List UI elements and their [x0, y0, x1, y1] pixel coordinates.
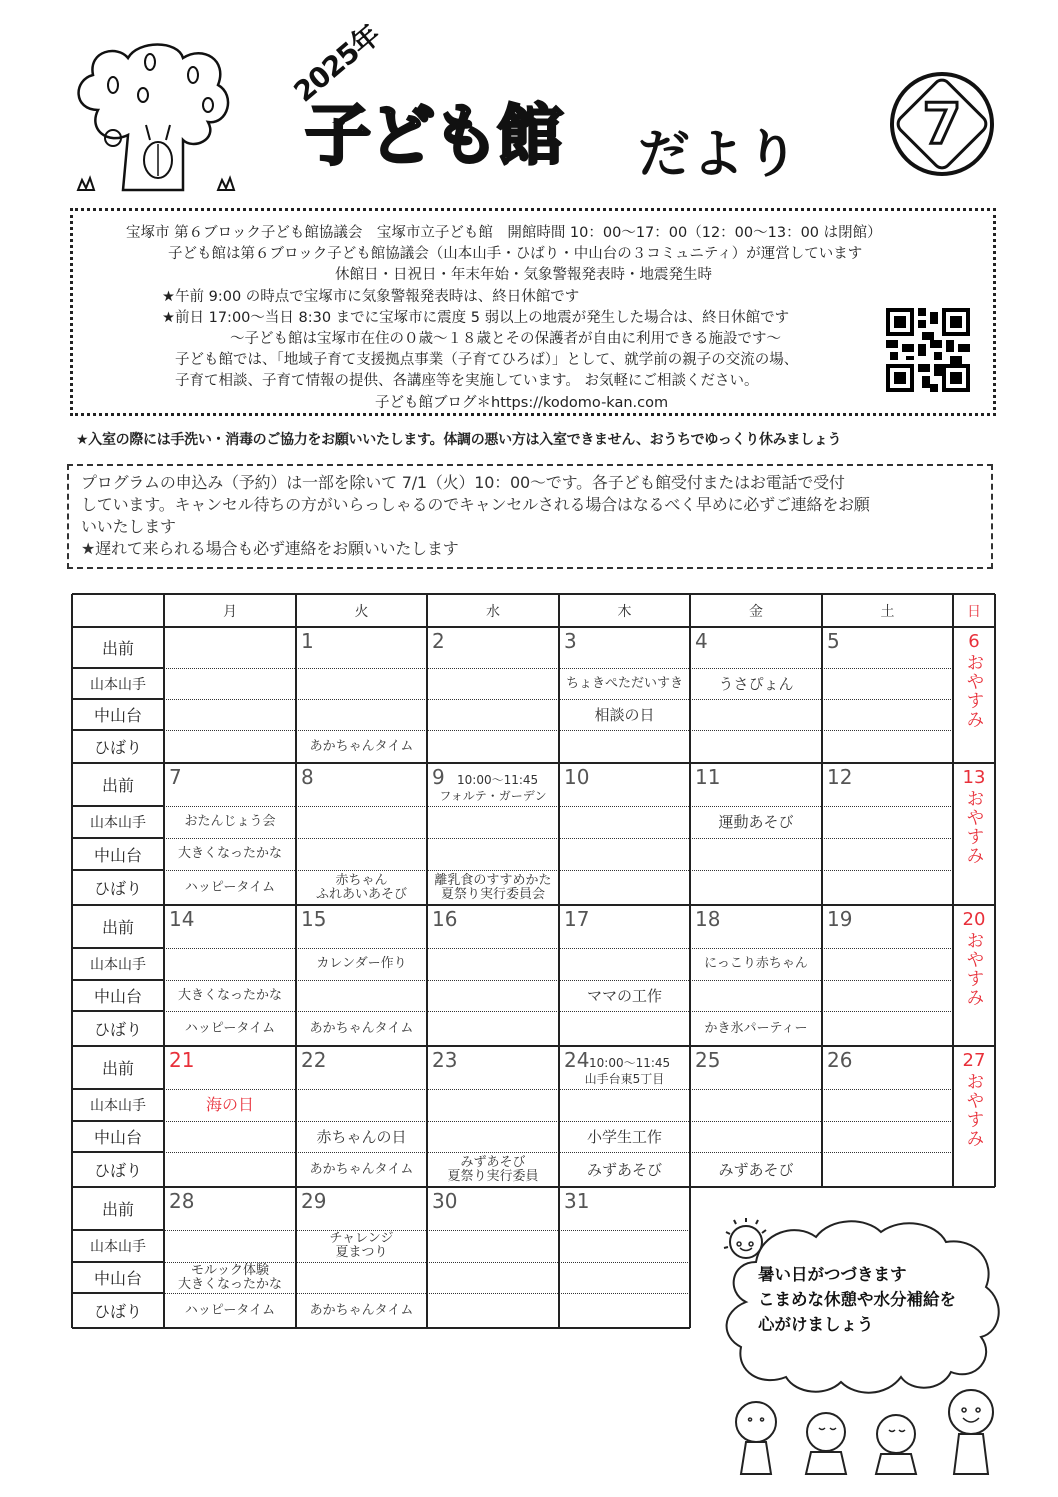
bubble-line: 暑い日がつづきます	[758, 1265, 907, 1284]
newsletter-header	[60, 18, 1010, 210]
row-label: 山本山手	[90, 815, 146, 831]
holiday-label: おやすみ	[963, 931, 985, 1007]
grid-line	[821, 1046, 823, 1187]
bubble-line: こまめな休憩や水分補給を	[758, 1290, 956, 1309]
grid-line	[558, 1046, 560, 1187]
holiday-label: おやすみ	[963, 789, 985, 865]
day-cell[interactable]	[690, 627, 822, 668]
issue-badge	[890, 72, 994, 176]
grid-line	[72, 667, 164, 669]
event-label: みずあそび 夏祭り実行委員	[447, 1154, 539, 1184]
day-cell[interactable]	[822, 1046, 953, 1089]
grid-line	[295, 905, 297, 1046]
grid-line	[426, 1046, 428, 1187]
holiday-label: おやすみ	[963, 653, 985, 729]
event-label: にっこり赤ちゃん	[704, 956, 808, 971]
row-label: 山本山手	[90, 676, 146, 693]
row-label: 出前	[101, 1059, 134, 1078]
grid-line	[821, 763, 823, 905]
event-label: おたんじょう会	[184, 814, 276, 829]
grid-line	[295, 594, 297, 627]
grid-line	[71, 627, 73, 763]
bubble-line: 心がけましょう	[758, 1315, 874, 1334]
day-number: 1	[301, 629, 314, 653]
grid-line	[72, 1010, 164, 1012]
day-cell[interactable]	[822, 905, 953, 948]
grid-line	[426, 594, 428, 627]
day-cell[interactable]	[164, 1187, 296, 1230]
row-label: ひばり	[93, 738, 142, 757]
grid-line	[689, 627, 691, 763]
grid-line	[994, 594, 996, 627]
row-label: 出前	[101, 639, 134, 658]
event-label: ハッピータイム	[184, 879, 276, 895]
day-cell[interactable]	[296, 1046, 427, 1089]
row-label: 中山台	[93, 1128, 142, 1147]
year-label: 2025年	[287, 18, 387, 109]
event-label: ハッピータイム	[184, 1302, 276, 1318]
issue-number: 7	[922, 91, 962, 157]
info-line: 宝塚市 第６ブロック子ども館協議会 宝塚市立子ども館 開館時間 10：00～17：00（12：00～13：00 は閉館）	[126, 225, 882, 241]
day-number: 24	[564, 1048, 590, 1072]
day-cell[interactable]	[296, 905, 427, 948]
grid-line	[72, 1151, 164, 1153]
event-label: あかちゃんタイム	[309, 1302, 414, 1318]
info-line: ★前日 17:00～当日 8:30 までに宝塚市に震度 5 弱以上の地震が発生した場合は、終日休館です	[162, 310, 790, 326]
day-cell[interactable]	[690, 763, 822, 806]
row-label: 山本山手	[90, 1239, 146, 1255]
grid-line	[426, 627, 428, 763]
event-label: かき氷パーティー	[704, 1020, 808, 1036]
day-number: 14	[169, 907, 195, 931]
grid-line	[71, 1046, 73, 1187]
grid-line	[163, 627, 165, 763]
row-label: 中山台	[93, 706, 142, 725]
day-number: 26	[827, 1048, 853, 1072]
day-number: 9	[432, 765, 445, 789]
day-number: 19	[827, 907, 853, 931]
row-label: 出前	[101, 918, 134, 937]
grid-line	[558, 763, 560, 905]
weekday-header: 水	[486, 603, 500, 620]
day-number: 6	[968, 631, 980, 652]
day-number: 17	[564, 907, 590, 931]
info-line: 子育て相談、子育て情報の提供、各講座等を実施しています。 お気軽にご相談ください。	[175, 373, 759, 389]
day-cell[interactable]	[822, 627, 953, 668]
grid-line	[295, 1187, 297, 1328]
grid-line	[689, 1187, 691, 1328]
grid-line	[72, 1120, 164, 1122]
day-cell[interactable]	[690, 905, 822, 948]
grid-line	[689, 1046, 691, 1187]
row-label: 出前	[101, 776, 134, 795]
day-number: 11	[695, 765, 721, 789]
grid-line	[163, 905, 165, 1046]
grid-line	[426, 763, 428, 905]
grid-line	[558, 905, 560, 1046]
sunday-holiday-cell	[953, 1046, 995, 1187]
weekday-header: 月	[223, 603, 237, 620]
day-cell[interactable]	[296, 1187, 427, 1230]
children-icon	[736, 1390, 993, 1474]
grid-line	[821, 627, 823, 763]
grid-line	[994, 627, 996, 763]
info-line: 休館日・日祝日・年末年始・気象警報発表時・地震発生時	[335, 267, 712, 283]
speech-bubble-illustration	[716, 1212, 1006, 1482]
grid-line	[163, 594, 165, 627]
event-label: 赤ちゃん ふれあいあそび	[315, 872, 407, 902]
weekday-header: 火	[354, 603, 369, 620]
grid-line	[163, 1046, 165, 1187]
event-label: ママの工作	[586, 986, 662, 1005]
day-cell[interactable]	[427, 627, 559, 668]
day-number: 27	[962, 1050, 986, 1071]
program-line: しています。キャンセル待ちの方がいらっしゃるのでキャンセルされる場合はなるべく早めに必ずご連絡をお願	[81, 495, 870, 514]
day-cell[interactable]	[690, 1046, 822, 1089]
grid-line	[72, 947, 164, 949]
grid-line	[952, 905, 954, 1046]
grid-line	[72, 979, 164, 981]
info-line: ～子ども館は宝塚市在住の０歳～１８歳とその保護者が自由に利用できる施設です～	[230, 331, 781, 347]
program-line: いいたします	[81, 517, 176, 536]
weekday-header: 日	[967, 603, 981, 620]
event-time: 10:00～11:45	[589, 1056, 671, 1070]
row-label: ひばり	[93, 1161, 142, 1180]
event-label: 相談の日	[594, 705, 655, 724]
grid-line	[295, 763, 297, 905]
grid-line	[71, 594, 73, 627]
grid-line	[952, 627, 954, 763]
day-number: 8	[301, 765, 314, 789]
grid-line	[952, 1046, 954, 1187]
grid-line	[994, 1046, 996, 1187]
day-cell[interactable]	[296, 627, 427, 668]
day-cell[interactable]	[164, 1046, 296, 1089]
grid-line	[72, 593, 995, 595]
day-number: 15	[301, 907, 327, 931]
event-label: みずあそび	[586, 1160, 662, 1179]
day-number: 16	[432, 907, 458, 931]
grid-line	[821, 594, 823, 627]
grid-line	[994, 763, 996, 905]
grid-line	[72, 626, 995, 628]
day-cell[interactable]	[427, 763, 559, 806]
day-cell[interactable]	[296, 763, 427, 806]
day-cell[interactable]	[559, 763, 690, 806]
program-line: ★遅れて来られる場合も必ず連絡をお願いいたします	[81, 539, 459, 558]
day-number: 30	[432, 1189, 458, 1213]
day-cell[interactable]	[559, 905, 690, 948]
row-label: 中山台	[93, 1269, 142, 1288]
day-number: 21	[169, 1048, 195, 1072]
grid-line	[163, 1187, 165, 1328]
event-label: うさぴょん	[718, 674, 794, 693]
day-number: 28	[169, 1189, 195, 1213]
row-label: 出前	[101, 1200, 134, 1219]
day-number: 20	[962, 909, 986, 930]
grid-line	[295, 1046, 297, 1187]
row-label: 中山台	[93, 845, 142, 865]
event-label: 大きくなったかな	[177, 846, 282, 861]
grid-line	[72, 1088, 164, 1090]
grid-line	[72, 698, 164, 700]
grid-line	[821, 905, 823, 1046]
grid-line	[426, 905, 428, 1046]
day-number: 12	[827, 765, 853, 789]
day-number: 2	[432, 629, 445, 653]
holiday-label: おやすみ	[963, 1072, 985, 1148]
info-line: 子ども館は第６ブロック子ども館協議会（山本山手・ひばり・中山台の３コミュニティ）が運営しています	[168, 246, 863, 262]
event-label: 大きくなったかな	[177, 987, 282, 1003]
sunday-holiday-cell	[953, 763, 995, 905]
program-box	[67, 464, 993, 569]
grid-line	[558, 594, 560, 627]
grid-line	[994, 905, 996, 1046]
day-cell[interactable]	[427, 905, 559, 948]
day-cell[interactable]	[164, 763, 296, 806]
grid-line	[689, 594, 691, 627]
qr-code-icon[interactable]	[886, 308, 970, 392]
grid-line	[295, 627, 297, 763]
grid-line	[72, 1261, 164, 1263]
grid-line	[71, 1187, 73, 1328]
grid-line	[71, 905, 73, 1046]
grid-line	[72, 1229, 164, 1231]
grid-line	[71, 763, 73, 905]
row-label: ひばり	[93, 1020, 142, 1039]
day-cell[interactable]	[822, 763, 953, 806]
grid-line	[558, 627, 560, 763]
sunday-holiday-cell	[953, 627, 995, 763]
row-label: ひばり	[93, 879, 142, 898]
event-label: ハッピータイム	[184, 1020, 276, 1036]
row-label: 山本山手	[90, 1098, 146, 1114]
grid-line	[689, 763, 691, 905]
grid-line	[72, 729, 164, 731]
grid-line	[72, 805, 164, 807]
grid-line	[558, 1187, 560, 1328]
notice-text: ★入室の際には手洗い・消毒のご協力をお願いいたします。体調の悪い方は入室できません、おうちでゆっくり休みましょう	[76, 432, 842, 448]
weekday-header: 木	[617, 603, 632, 620]
sun-icon	[724, 1218, 766, 1258]
day-number: 29	[301, 1189, 327, 1213]
weekday-header: 金	[749, 603, 763, 620]
program-line: プログラムの申込み（予約）は一部を除いて 7/1（火）10：00～です。各子ども館受付またはお電話で受付	[81, 473, 845, 492]
event-label: カレンダー作り	[316, 956, 407, 971]
event-place: 山手台東5丁目	[584, 1072, 665, 1086]
day-number: 3	[564, 629, 577, 653]
sunday-holiday-cell	[953, 905, 995, 1046]
event-label: あかちゃんタイム	[309, 1020, 414, 1036]
weekday-header: 土	[880, 603, 895, 620]
day-number: 7	[169, 765, 182, 789]
day-number: 22	[301, 1048, 327, 1072]
event-time: 10:00～11:45	[457, 773, 539, 787]
day-number: 10	[564, 765, 590, 789]
grid-line	[426, 1187, 428, 1328]
day-cell[interactable]	[559, 1046, 690, 1089]
event-label: チャレンジ 夏まつり	[329, 1231, 394, 1260]
event-place: フォルテ・ガーデン	[439, 789, 547, 803]
info-line: 子ども館では、「地域子育て支援拠点事業（子育てひろば）」として、就学前の親子の交流の場、	[175, 352, 799, 368]
grid-line	[72, 1292, 164, 1294]
event-label: あかちゃんタイム	[309, 738, 414, 754]
event-label: 運動あそび	[718, 813, 794, 831]
day-cell[interactable]	[559, 627, 690, 668]
bubble-message	[758, 1262, 956, 1337]
grid-line	[72, 869, 164, 871]
day-number: 4	[695, 629, 708, 653]
event-label: あかちゃんタイム	[309, 1161, 414, 1177]
day-cell[interactable]	[427, 1187, 559, 1230]
event-label: ちょきぺただいすき	[565, 675, 683, 691]
day-number: 31	[564, 1189, 590, 1213]
row-label: ひばり	[93, 1302, 142, 1321]
event-label: 赤ちゃんの日	[316, 1127, 407, 1146]
info-line: ★午前 9:00 の時点で宝塚市に気象警報発表時は、終日休館です	[162, 289, 580, 305]
row-label: 山本山手	[90, 957, 146, 973]
grid-line	[72, 837, 164, 839]
grid-line	[689, 905, 691, 1046]
event-label: 小学生工作	[586, 1127, 662, 1146]
event-label: みずあそび	[718, 1160, 794, 1179]
day-cell[interactable]	[164, 627, 296, 668]
day-number: 23	[432, 1048, 458, 1072]
grid-line	[952, 763, 954, 905]
day-number: 5	[827, 629, 840, 653]
day-cell[interactable]	[164, 905, 296, 948]
grid-line	[952, 594, 954, 627]
day-number: 13	[962, 767, 986, 788]
row-label: 中山台	[93, 987, 142, 1006]
day-cell[interactable]	[427, 1046, 559, 1089]
blog-link[interactable]: 子ども館ブログ＊https://kodomo-kan.com	[375, 395, 669, 411]
event-label: モルック体験 大きくなったかな	[177, 1262, 282, 1292]
day-cell[interactable]	[559, 1187, 690, 1230]
day-number: 25	[695, 1048, 721, 1072]
grid-line	[163, 763, 165, 905]
event-label: 離乳食のすすめかた 夏祭り実行委員会	[434, 872, 552, 902]
tree-icon	[68, 40, 238, 200]
event-label: 海の日	[205, 1095, 254, 1114]
day-number: 18	[695, 907, 721, 931]
title-sub: だより	[638, 125, 801, 185]
title-main: 子ども館	[305, 97, 561, 174]
